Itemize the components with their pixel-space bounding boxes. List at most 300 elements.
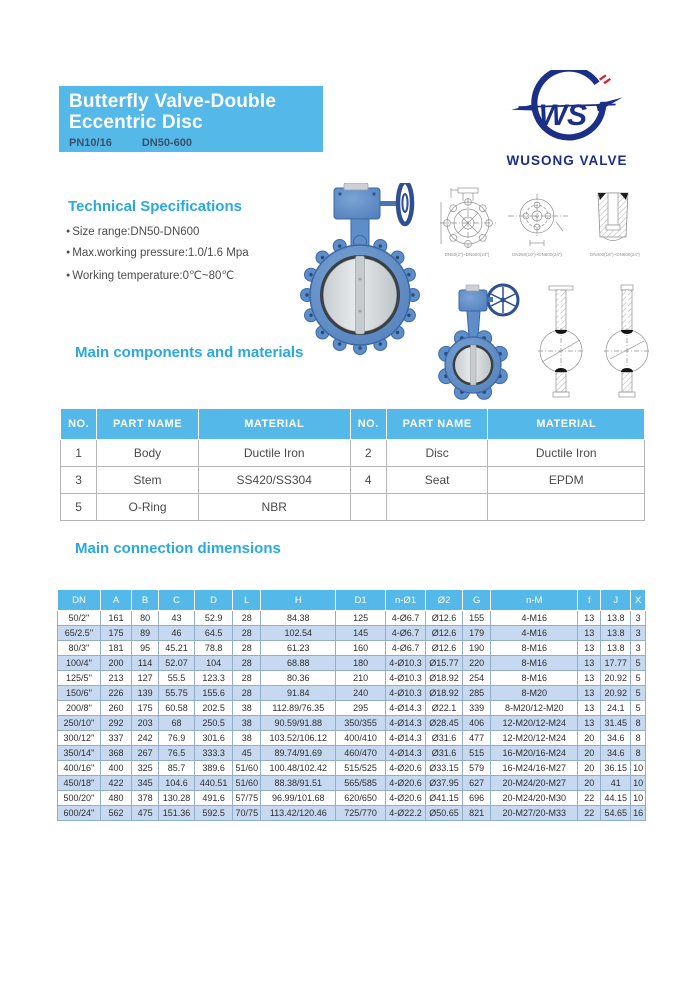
table-cell: 345 [132, 776, 159, 791]
table-cell: EPDM [488, 467, 645, 494]
column-header: PART NAME [97, 409, 199, 440]
table-cell: 22 [578, 806, 601, 821]
table-cell: 16-M24/16-M27 [491, 761, 578, 776]
table-cell: 34.6 [601, 731, 631, 746]
table-cell: 88.38/91.51 [261, 776, 336, 791]
drawing-caption: DN400(16")~DN600(24") [590, 252, 640, 257]
table-cell: 175 [100, 626, 131, 641]
column-header: MATERIAL [198, 409, 350, 440]
table-cell: 565/585 [336, 776, 386, 791]
table-cell: 8-M16 [491, 671, 578, 686]
table-cell: 112.89/76.35 [261, 701, 336, 716]
table-cell: 378 [132, 791, 159, 806]
table-cell: 55.5 [159, 671, 195, 686]
components-title: Main components and materials [75, 344, 304, 361]
table-cell: 10 [631, 776, 646, 791]
header-row [61, 409, 645, 440]
table-cell: 100.48/102.42 [261, 761, 336, 776]
dimension-drawing-section-a [533, 283, 589, 401]
size-rating: DN50-600 [141, 137, 192, 149]
header-row [58, 590, 646, 611]
table-cell: 80.36 [261, 671, 336, 686]
table-cell: 20 [578, 731, 601, 746]
table-cell: 627 [463, 776, 491, 791]
table-cell: 213 [100, 671, 131, 686]
table-cell: 8 [631, 716, 646, 731]
table-cell: 4 [350, 467, 386, 494]
table-cell: 45.21 [159, 641, 195, 656]
table-cell: 292 [100, 716, 131, 731]
drawing-caption: DN50(2")~DN600(24") [444, 252, 490, 257]
table-cell: 70/75 [233, 806, 261, 821]
table-row [58, 626, 646, 641]
table-cell: 102.54 [261, 626, 336, 641]
table-cell: Ø31.6 [426, 731, 463, 746]
table-cell: 4-M16 [491, 611, 578, 626]
table-cell: 17.77 [601, 656, 631, 671]
table-cell: 500/20'' [58, 791, 101, 806]
table-cell: 400/410 [336, 731, 386, 746]
table-cell: 491.6 [194, 791, 232, 806]
table-cell: 160 [336, 641, 386, 656]
product-title-banner [59, 86, 323, 152]
table-row [58, 731, 646, 746]
table-cell: 16-M20/16-M24 [491, 746, 578, 761]
wusong-logo [492, 70, 642, 168]
pressure-rating: PN10/16 [69, 137, 112, 149]
column-header: H [261, 590, 336, 611]
table-cell: 350/14'' [58, 746, 101, 761]
table-cell: 20-M27/20-M33 [491, 806, 578, 821]
table-cell: 406 [463, 716, 491, 731]
column-header: f [578, 590, 601, 611]
table-cell: 4-Ø14.3 [386, 716, 426, 731]
table-cell: 400 [100, 761, 131, 776]
table-cell: 5 [61, 494, 97, 521]
table-cell: 267 [132, 746, 159, 761]
table-cell: 240 [336, 686, 386, 701]
dimension-drawing-front-view [437, 185, 499, 251]
column-header: D1 [336, 590, 386, 611]
column-header: B [132, 590, 159, 611]
table-cell: 80/3'' [58, 641, 101, 656]
table-cell: 68.88 [261, 656, 336, 671]
table-cell: Disc [386, 440, 488, 467]
table-cell: 155 [463, 611, 491, 626]
table-cell: 31.45 [601, 716, 631, 731]
table-cell: 250/10'' [58, 716, 101, 731]
table-cell: Ø37.95 [426, 776, 463, 791]
product-title-line2: Eccentric Disc [69, 112, 203, 133]
table-cell: 3 [61, 467, 97, 494]
table-cell: 4-Ø22.2 [386, 806, 426, 821]
table-cell: 592.5 [194, 806, 232, 821]
table-cell: 13 [578, 626, 601, 641]
table-cell: 13 [578, 701, 601, 716]
table-cell: 579 [463, 761, 491, 776]
table-cell: 28 [233, 671, 261, 686]
table-cell: 13 [578, 671, 601, 686]
column-header: A [100, 590, 131, 611]
table-row [58, 611, 646, 626]
column-header: NO. [350, 409, 386, 440]
table-cell: 12-M20/12-M24 [491, 731, 578, 746]
column-header: J [601, 590, 631, 611]
dimensions-title: Main connection dimensions [75, 540, 281, 557]
column-header: NO. [61, 409, 97, 440]
table-cell: Ø18.92 [426, 686, 463, 701]
table-cell: 20 [578, 776, 601, 791]
table-cell: Ø12.6 [426, 626, 463, 641]
table-row [58, 671, 646, 686]
table-cell: 8 [631, 746, 646, 761]
table-cell: 8 [631, 731, 646, 746]
table-cell: 20-M24/20-M30 [491, 791, 578, 806]
table-cell: 180 [336, 656, 386, 671]
product-title-line1: Butterfly Valve-Double [69, 91, 277, 112]
bullet-icon: ● [66, 272, 71, 279]
table-cell: 4-Ø20.6 [386, 776, 426, 791]
table-cell: 91.84 [261, 686, 336, 701]
table-cell: 13 [578, 656, 601, 671]
table-cell: 389.6 [194, 761, 232, 776]
table-cell: 203 [132, 716, 159, 731]
table-cell: 333.3 [194, 746, 232, 761]
table-cell: 10 [631, 761, 646, 776]
table-cell: 200 [100, 656, 131, 671]
table-cell: 89 [132, 626, 159, 641]
table-cell: 821 [463, 806, 491, 821]
table-cell: 38 [233, 731, 261, 746]
table-row [58, 776, 646, 791]
table-cell: 260 [100, 701, 131, 716]
table-cell: 161 [100, 611, 131, 626]
table-cell: 620/650 [336, 791, 386, 806]
table-cell: 13 [578, 611, 601, 626]
table-cell: Ø41.15 [426, 791, 463, 806]
butterfly-valve-photo-large [296, 183, 434, 355]
table-cell: 600/24'' [58, 806, 101, 821]
table-cell: 8-M20 [491, 686, 578, 701]
table-cell: 460/470 [336, 746, 386, 761]
table-cell: 84.38 [261, 611, 336, 626]
table-cell: 4-Ø20.6 [386, 761, 426, 776]
table-row [58, 656, 646, 671]
table-cell: 4-Ø6.7 [386, 626, 426, 641]
table-cell: Ø15.77 [426, 656, 463, 671]
table-cell: 515 [463, 746, 491, 761]
column-header: DN [58, 590, 101, 611]
column-header: D [194, 590, 232, 611]
spec-text: Working temperature:0℃~80℃ [72, 270, 235, 282]
bullet-icon: ● [66, 228, 71, 235]
table-row [58, 791, 646, 806]
table-cell: Ø31.6 [426, 746, 463, 761]
column-header: C [159, 590, 195, 611]
table-cell: 350/355 [336, 716, 386, 731]
table-cell: 254 [463, 671, 491, 686]
table-cell: 145 [336, 626, 386, 641]
table-cell: 210 [336, 671, 386, 686]
spec-text: Max.working pressure:1.0/1.6 Mpa [72, 247, 249, 259]
table-cell: Ø12.6 [426, 641, 463, 656]
table-cell: 100/4'' [58, 656, 101, 671]
table-cell: 4-Ø10.3 [386, 656, 426, 671]
table-cell: Body [97, 440, 199, 467]
table-cell: 123.3 [194, 671, 232, 686]
table-cell: O-Ring [97, 494, 199, 521]
table-cell: 3 [631, 626, 646, 641]
table-cell: 57/75 [233, 791, 261, 806]
table-cell: Seat [386, 467, 488, 494]
table-cell: 78.8 [194, 641, 232, 656]
table-cell: 20.92 [601, 671, 631, 686]
table-cell: 104 [194, 656, 232, 671]
table-cell: 28 [233, 611, 261, 626]
column-header: G [463, 590, 491, 611]
table-cell: 422 [100, 776, 131, 791]
table-cell: 76.9 [159, 731, 195, 746]
butterfly-valve-photo-small [437, 283, 525, 401]
drawing-caption: DN250(10")~DN600(24") [512, 252, 562, 257]
dimensions-table [57, 589, 646, 821]
table-cell: 104.6 [159, 776, 195, 791]
table-cell: 113.42/120.46 [261, 806, 336, 821]
table-cell: 13 [578, 716, 601, 731]
table-cell: 696 [463, 791, 491, 806]
table-row [58, 806, 646, 821]
table-cell: 20-M24/20-M27 [491, 776, 578, 791]
table-cell: 300/12'' [58, 731, 101, 746]
table-cell: 103.52/106.12 [261, 731, 336, 746]
table-cell: 3 [631, 611, 646, 626]
table-cell: 155.6 [194, 686, 232, 701]
table-cell: 52.07 [159, 656, 195, 671]
table-cell: 5 [631, 671, 646, 686]
table-cell: 190 [463, 641, 491, 656]
table-cell: 114 [132, 656, 159, 671]
table-cell: 20 [578, 746, 601, 761]
spec-text: Size range:DN50-DN600 [72, 226, 200, 238]
table-cell: 65/2.5'' [58, 626, 101, 641]
table-cell: 13 [578, 641, 601, 656]
table-cell: 24.1 [601, 701, 631, 716]
table-row [58, 761, 646, 776]
table-cell: 96.99/101.68 [261, 791, 336, 806]
table-cell: 13.8 [601, 641, 631, 656]
column-header: MATERIAL [488, 409, 645, 440]
table-cell: 64.5 [194, 626, 232, 641]
table-cell: 139 [132, 686, 159, 701]
table-cell: 4-Ø14.3 [386, 731, 426, 746]
table-cell: 515/525 [336, 761, 386, 776]
dimension-drawing-seat-section [583, 187, 643, 249]
tech-specs-list [66, 226, 316, 291]
table-cell: 45 [233, 746, 261, 761]
table-cell: 400/16'' [58, 761, 101, 776]
table-cell: 20 [578, 761, 601, 776]
table-cell: 127 [132, 671, 159, 686]
table-cell: 325 [132, 761, 159, 776]
table-cell: 4-Ø6.7 [386, 641, 426, 656]
table-cell: 450/18'' [58, 776, 101, 791]
tech-specs-title: Technical Specifications [68, 198, 242, 215]
table-cell: 337 [100, 731, 131, 746]
table-cell: 13.8 [601, 611, 631, 626]
product-title [69, 91, 323, 133]
table-cell: 250.5 [194, 716, 232, 731]
table-row [58, 746, 646, 761]
table-cell: 220 [463, 656, 491, 671]
table-cell: Ductile Iron [198, 440, 350, 467]
table-cell: 13.8 [601, 626, 631, 641]
table-row [58, 641, 646, 656]
spec-item [66, 226, 316, 238]
spec-item [66, 247, 316, 259]
table-cell: 51/60 [233, 776, 261, 791]
components-table [60, 408, 645, 521]
table-cell: 22 [578, 791, 601, 806]
table-cell: 1 [61, 440, 97, 467]
table-cell: 295 [336, 701, 386, 716]
table-cell: 5 [631, 701, 646, 716]
table-cell: Ø22.1 [426, 701, 463, 716]
table-cell: 95 [132, 641, 159, 656]
table-cell: 2 [350, 440, 386, 467]
column-header: n-M [491, 590, 578, 611]
table-row [58, 686, 646, 701]
table-cell: 20.92 [601, 686, 631, 701]
table-cell: 242 [132, 731, 159, 746]
table-cell: 4-Ø14.3 [386, 701, 426, 716]
logo-monogram: WS [538, 98, 588, 132]
table-cell: 46 [159, 626, 195, 641]
table-cell: Ø33.15 [426, 761, 463, 776]
table-row [58, 701, 646, 716]
table-cell: 51/60 [233, 761, 261, 776]
table-cell: 38 [233, 716, 261, 731]
table-cell: 5 [631, 656, 646, 671]
table-cell: 38 [233, 701, 261, 716]
table-cell: 285 [463, 686, 491, 701]
brand-name: WUSONG VALVE [506, 153, 628, 168]
table-cell: 4-M16 [491, 626, 578, 641]
table-cell: 151.36 [159, 806, 195, 821]
table-cell: Ø50.65 [426, 806, 463, 821]
table-cell: 28 [233, 686, 261, 701]
table-cell: 475 [132, 806, 159, 821]
table-cell: 68 [159, 716, 195, 731]
table-cell: 55.75 [159, 686, 195, 701]
table-cell: NBR [198, 494, 350, 521]
table-cell: 61.23 [261, 641, 336, 656]
table-cell: 8-M16 [491, 641, 578, 656]
table-cell: Ductile Iron [488, 440, 645, 467]
table-cell: 4-Ø10.3 [386, 686, 426, 701]
column-header: n-Ø1 [386, 590, 426, 611]
table-cell: 41 [601, 776, 631, 791]
table-cell: 54.65 [601, 806, 631, 821]
table-cell [488, 494, 645, 521]
table-cell: 44.15 [601, 791, 631, 806]
table-row [58, 716, 646, 731]
table-cell: 226 [100, 686, 131, 701]
table-cell [350, 494, 386, 521]
dimension-drawing-section-b [599, 283, 655, 401]
column-header: PART NAME [386, 409, 488, 440]
table-cell: 89.74/91.69 [261, 746, 336, 761]
table-cell: 480 [100, 791, 131, 806]
table-cell: 179 [463, 626, 491, 641]
table-cell: SS420/SS304 [198, 467, 350, 494]
table-cell: 150/6'' [58, 686, 101, 701]
table-cell: 36.15 [601, 761, 631, 776]
table-cell: 200/8'' [58, 701, 101, 716]
table-cell: 34.6 [601, 746, 631, 761]
table-cell: 130.28 [159, 791, 195, 806]
table-cell: 125 [336, 611, 386, 626]
table-cell: Ø12.6 [426, 611, 463, 626]
table-cell: 85.7 [159, 761, 195, 776]
table-cell: 50/2'' [58, 611, 101, 626]
table-cell: 562 [100, 806, 131, 821]
table-cell: 13 [578, 686, 601, 701]
table-cell: 8-M16 [491, 656, 578, 671]
table-cell: 725/770 [336, 806, 386, 821]
table-cell: 4-Ø6.7 [386, 611, 426, 626]
dimension-drawing-top-view [506, 191, 570, 249]
table-cell: 181 [100, 641, 131, 656]
table-cell: 202.5 [194, 701, 232, 716]
table-cell: 4-Ø20.6 [386, 791, 426, 806]
table-cell: 28 [233, 626, 261, 641]
table-cell: 477 [463, 731, 491, 746]
table-cell: 12-M20/12-M24 [491, 716, 578, 731]
table-cell: Ø28.45 [426, 716, 463, 731]
table-cell: 125/5'' [58, 671, 101, 686]
table-cell: 8-M20/12-M20 [491, 701, 578, 716]
table-cell: 10 [631, 791, 646, 806]
table-cell: 175 [132, 701, 159, 716]
product-rating [69, 137, 323, 149]
table-cell: 28 [233, 656, 261, 671]
table-cell: 90.59/91.88 [261, 716, 336, 731]
table-cell: 76.5 [159, 746, 195, 761]
table-cell: 301.6 [194, 731, 232, 746]
table-cell: 368 [100, 746, 131, 761]
table-cell: 28 [233, 641, 261, 656]
table-cell: 43 [159, 611, 195, 626]
table-cell: 440.51 [194, 776, 232, 791]
table-row [61, 494, 645, 521]
column-header: Ø2 [426, 590, 463, 611]
table-cell: 80 [132, 611, 159, 626]
table-cell: Stem [97, 467, 199, 494]
table-row [61, 467, 645, 494]
table-cell: 52.9 [194, 611, 232, 626]
column-header: L [233, 590, 261, 611]
table-cell: 16 [631, 806, 646, 821]
table-row [61, 440, 645, 467]
table-cell: 4-Ø10.3 [386, 671, 426, 686]
table-cell: Ø18.92 [426, 671, 463, 686]
bullet-icon: ● [66, 249, 71, 256]
table-cell: 339 [463, 701, 491, 716]
table-cell: 3 [631, 641, 646, 656]
table-cell: 5 [631, 686, 646, 701]
wusong-logo-icon [508, 70, 626, 146]
column-header: X [631, 590, 646, 611]
